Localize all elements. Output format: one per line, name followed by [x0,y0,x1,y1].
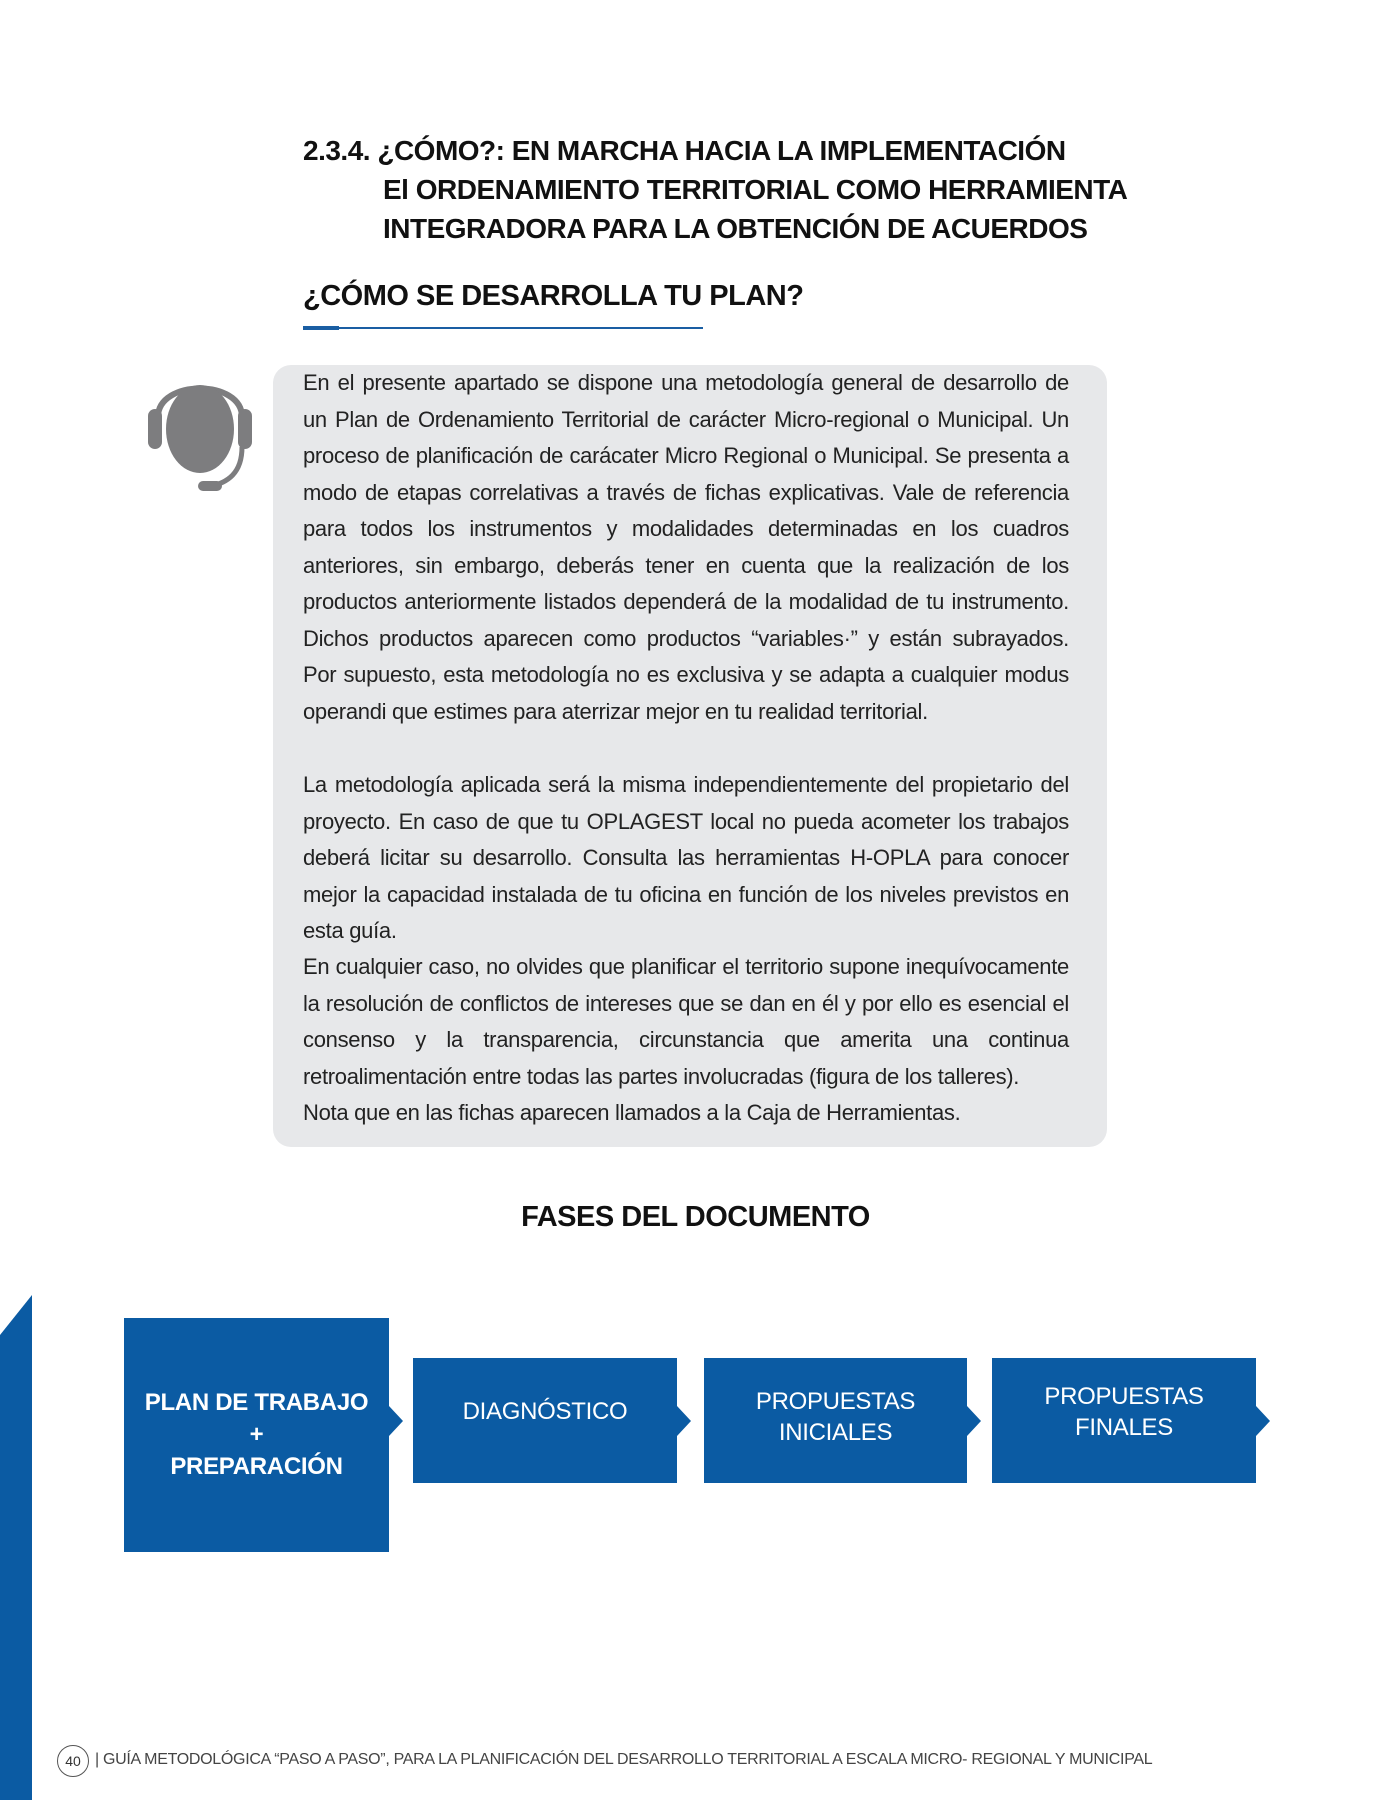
phase-plan-trabajo [124,1318,389,1552]
phase-4-line-2: FINALES [1075,1413,1173,1441]
phase-2-line-1: DIAGNÓSTICO [462,1398,628,1425]
phase-1-line-2: + [249,1421,264,1448]
toolbox-note: Nota que en las fichas aparecen llamados a la Caja de Herramientas. [303,1100,961,1125]
subheading-underline [303,327,703,329]
phase-propuestas-iniciales [704,1358,967,1483]
headset-icon [148,365,252,497]
section-heading [303,131,1127,248]
phase-propuestas-finales [992,1358,1256,1483]
chevron-right-icon [967,1406,981,1436]
phase-diagnostico [413,1358,677,1483]
footer-running-title: | GUÍA METODOLÓGICA “PASO A PASO”, PARA LA PLANIFICACIÓN DEL DESARROLLO TERRITORIAL A ESCALA MICRO- REGIONAL Y MUNICIPAL [95,1751,1153,1768]
chevron-right-icon [389,1406,403,1436]
heading-line-3: INTEGRADORA PARA LA OBTENCIÓN DE ACUERDOS [383,213,1088,244]
heading-line-1: 2.3.4. ¿CÓMO?: EN MARCHA HACIA LA IMPLEMENTACIÓN [303,135,1066,166]
phase-3-line-1: PROPUESTAS INICIALES [755,1387,916,1446]
phase-1-line-3: PREPARACIÓN [170,1453,343,1480]
chevron-right-icon [1256,1406,1270,1436]
subheading-underline-accent [303,326,339,330]
intro-paragraph-2: La metodología aplicada será la misma independientemente del propietario del proyecto. En caso de que tu OPLAGEST local no pueda acometer los trabajos deberá licitar su desarrollo. Consulta las herramientas H-OPLA para conocer mejor la capacidad instalada de tu oficina en función de los niveles previstos en esta guía. [303,772,1069,943]
paragraph-3-text: En cualquier caso, no olvides que planificar el territorio supone inequívocamente la resolución de conflictos de intereses que se dan en él y por ello es esencial el consenso y la transparencia, circunstancia que amerita una continua retroalimentación entre todas las partes involucradas (figura de los talleres). [303,954,1069,1089]
page-number: 40 [57,1745,89,1777]
chevron-right-icon [677,1406,691,1436]
phase-1-line-1: PLAN DE TRABAJO [144,1389,369,1416]
phases-title: FASES DEL DOCUMENTO [521,1201,870,1233]
side-band-decoration [0,1295,32,1800]
intro-paragraph-1: En el presente apartado se dispone una metodología general de desarrollo de un Plan de Ordenamiento Territorial de carácter Micro-regional o Municipal. Un proceso de planificación de carácater Micro Regional o Municipal. Se presenta a modo de etapas correlativas a través de fichas explicativas. Vale de referencia para todos los instrumentos y modalidades determinadas en los cuadros anteriores, sin embargo, deberás tener en cuenta que la realización de los productos anteriormente listados dependerá de la modalidad de tu instrumento. Dichos productos aparecen como productos “variables·” y están subrayados. Por supuesto, esta metodología no es exclusiva y se adapta a cualquier modus operandi que estimes para aterrizar mejor en tu realidad territorial. [303,370,1069,724]
subheading: ¿CÓMO SE DESARROLLA TU PLAN? [303,280,804,312]
intro-paragraph-3 [303,949,1069,1132]
intro-text-panel [273,365,1107,1147]
phase-4-line-1: PROPUESTAS [1044,1382,1204,1410]
heading-line-2: El ORDENAMIENTO TERRITORIAL COMO HERRAMIENTA [383,174,1128,205]
